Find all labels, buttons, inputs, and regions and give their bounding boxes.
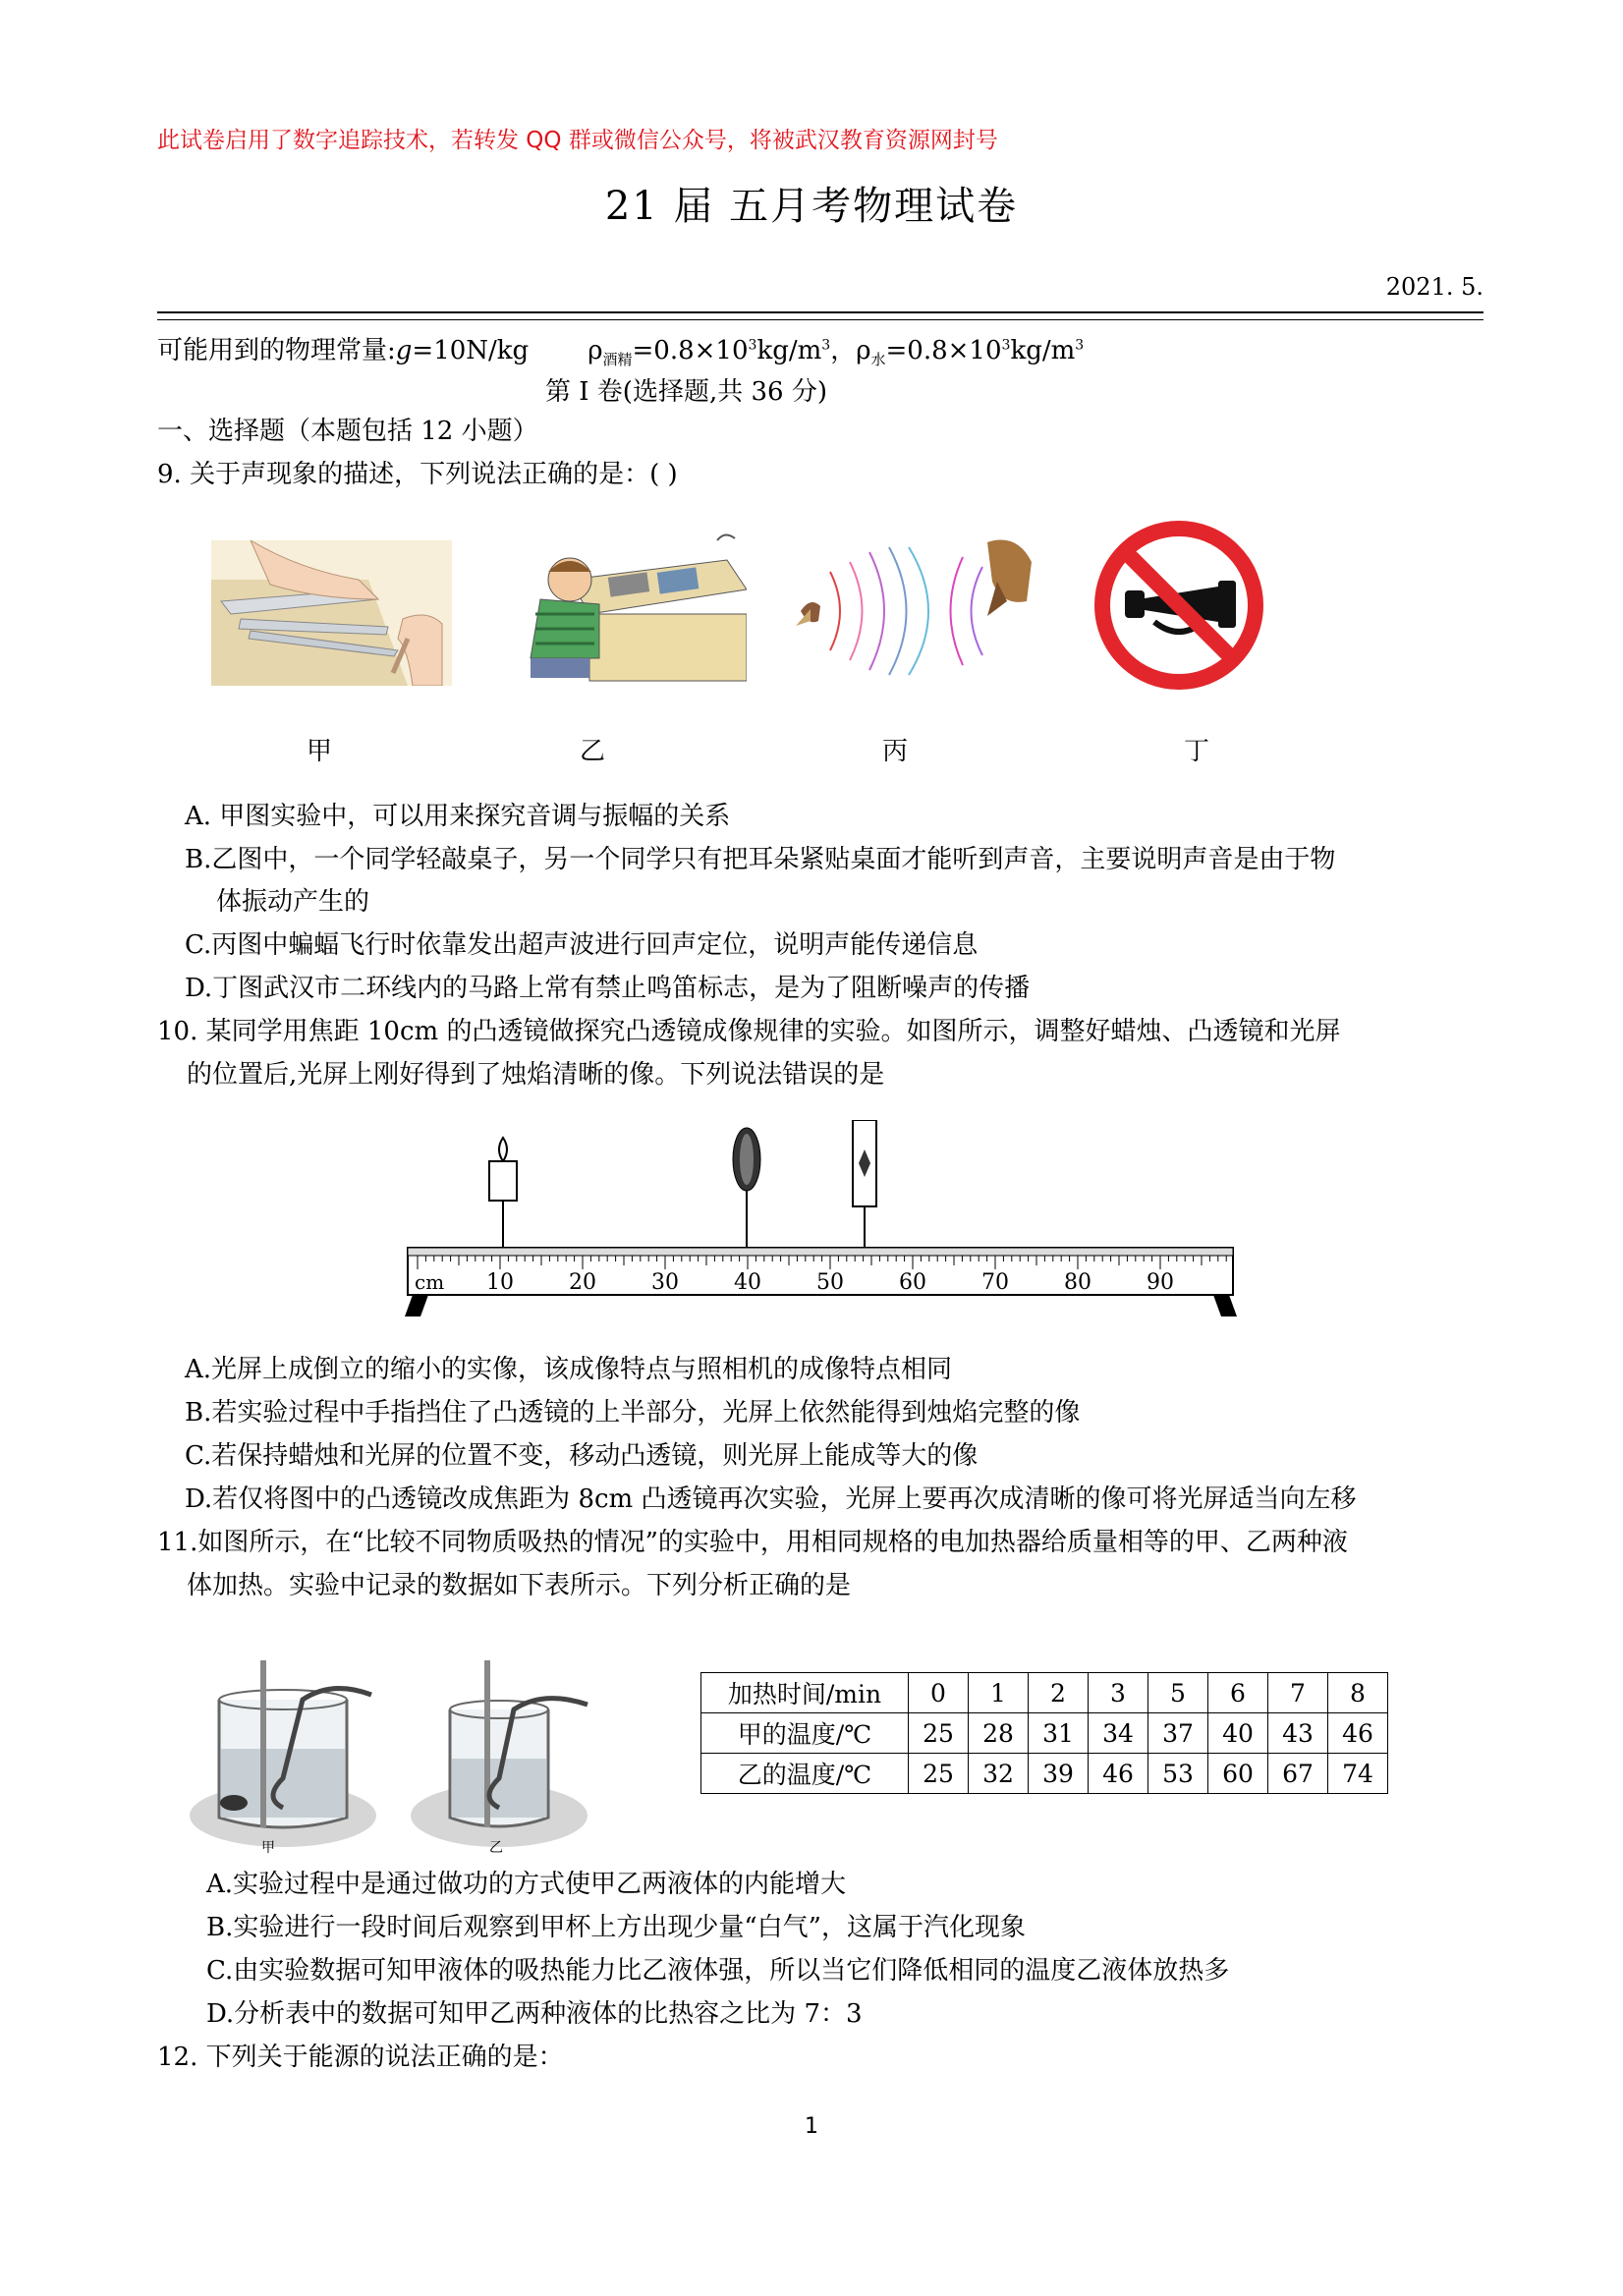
water-density-value: =0.8×10 [885,336,1002,365]
q11-option-a: A.实验过程中是通过做功的方式使甲乙两液体的内能增大 [206,1870,847,1899]
table-cell: 5 [1148,1673,1208,1713]
table-cell: 6 [1208,1673,1268,1713]
table-cell: 39 [1029,1754,1089,1794]
optical-bench-figure [393,1120,1248,1326]
separator: ， [830,336,857,365]
q9-stem: 9. 关于声现象的描述，下列说法正确的是：( ) [157,460,678,489]
exponent: 3 [821,337,831,354]
q10-option-b: B.若实验过程中手指挡住了凸透镜的上半部分，光屏上依然能得到烛焰完整的像 [185,1398,1081,1428]
q11-option-b: B.实验进行一段时间后观察到甲杯上方出现少量“白气”，这属于汽化现象 [206,1913,1026,1942]
page-number: 1 [805,2114,818,2139]
beaker-label-yi: 乙 [489,1840,503,1856]
section-heading: 一、选择题（本题包括 12 小题） [157,417,538,446]
rho-symbol: ρ [588,336,603,365]
row-label: 乙的温度/℃ [701,1754,909,1794]
table-cell: 7 [1268,1673,1328,1713]
ruler-label-70: 70 [981,1270,1009,1295]
q11-stem: 11.如图所示，在“比较不同物质吸热的情况”的实验中，用相同规格的电加热器给质量相等的甲、乙两种液 [157,1528,1348,1557]
q9-caption-ding: 丁 [1183,737,1209,766]
q9-caption-yi: 乙 [579,737,605,766]
q10-option-a: A.光屏上成倒立的缩小的实像，该成像特点与照相机的成像特点相同 [185,1355,953,1384]
table-cell: 0 [909,1673,969,1713]
exponent: 3 [1075,337,1085,354]
unit: kg/m [756,336,822,365]
table-cell: 3 [1089,1673,1148,1713]
q10-option-c: C.若保持蜡烛和光屏的位置不变，移动凸透镜，则光屏上能成等大的像 [185,1441,979,1471]
table-cell: 53 [1148,1754,1208,1794]
alcohol-density-value: =0.8×10 [632,336,749,365]
table-cell: 8 [1328,1673,1388,1713]
table-row [701,1673,1388,1713]
ruler-label-10: 10 [486,1270,514,1295]
q9-option-a: A. 甲图实验中，可以用来探究音调与振幅的关系 [185,802,731,831]
table-cell: 74 [1328,1754,1388,1794]
rho-subscript-alcohol: 酒精 [602,351,633,369]
ruler-label-80: 80 [1064,1270,1091,1295]
table-row [701,1713,1388,1754]
copyright-notice: 此试卷启用了数字追踪技术，若转发 QQ 群或微信公众号，将被武汉教育资源网封号 [157,128,998,153]
ruler-unit-label: cm [415,1270,445,1294]
g-value: =10N/kg [412,336,530,365]
beaker-label-jia: 甲 [261,1840,275,1856]
no-horn-sign-figure [1091,517,1287,694]
beaker-jia [190,1660,376,1856]
unit: kg/m [1010,336,1076,365]
table-cell: 43 [1268,1713,1328,1754]
volume-heading: 第 I 卷(选择题,共 36 分) [545,377,827,407]
table-cell: 37 [1148,1713,1208,1754]
table-cell: 25 [909,1754,969,1794]
rho-subscript-water: 水 [870,351,886,369]
ruler-label-40: 40 [734,1270,761,1295]
q11-option-d: D.分析表中的数据可知甲乙两种液体的比热容之比为 7：3 [206,1999,863,2029]
table-cell: 1 [969,1673,1029,1713]
exam-date: 2021. 5. [1385,273,1483,301]
table-cell: 28 [969,1713,1029,1754]
table-cell: 40 [1208,1713,1268,1754]
q12-stem: 12. 下列关于能源的说法正确的是： [157,2043,564,2072]
q10-option-d: D.若仅将图中的凸透镜改成焦距为 8cm 凸透镜再次实验，光屏上要再次成清晰的像可将光屏适当向左移 [185,1484,1357,1514]
page-title: 21 届 五月考物理试卷 [604,184,1019,229]
ruler-label-30: 30 [651,1270,679,1295]
table-cell: 32 [969,1754,1029,1794]
physical-constants [157,336,1084,368]
ruler-label-90: 90 [1147,1270,1174,1295]
g-symbol: g [395,336,413,365]
table-cell: 25 [909,1713,969,1754]
constants-label: 可能用到的物理常量: [157,336,396,365]
q10-stem-cont: 的位置后,光屏上刚好得到了烛焰清晰的像。下列说法错误的是 [187,1060,885,1090]
q11-option-c: C.由实验数据可知甲液体的吸热能力比乙液体强，所以当它们降低相同的温度乙液体放热多 [206,1956,1230,1986]
ruler-vibration-figure [211,540,452,686]
ruler-label-60: 60 [899,1270,926,1295]
header-rule-thin [157,319,1483,320]
exponent: 3 [748,337,757,354]
rho-symbol: ρ [856,336,871,365]
header-rule-thick [157,311,1483,313]
q9-option-d: D.丁图武汉市二环线内的马路上常有禁止鸣笛标志，是为了阻断噪声的传播 [185,974,1031,1003]
table-listening-figure [501,521,747,686]
q11-data-table [700,1672,1388,1794]
table-cell: 60 [1208,1754,1268,1794]
row-label: 加热时间/min [701,1673,909,1713]
q10-stem: 10. 某同学用焦距 10cm 的凸透镜做探究凸透镜成像规律的实验。如图所示，调整好蜡烛、凸透镜和光屏 [157,1017,1341,1046]
table-cell: 34 [1089,1713,1148,1754]
q9-option-b-cont: 体振动产生的 [216,887,370,917]
ruler-label-20: 20 [569,1270,596,1295]
table-cell: 2 [1029,1673,1089,1713]
q9-caption-jia: 甲 [306,737,332,766]
table-cell: 31 [1029,1713,1089,1754]
table-cell: 67 [1268,1754,1328,1794]
beaker-heating-figure [175,1660,627,1857]
row-label: 甲的温度/℃ [701,1713,909,1754]
q11-stem-cont: 体加热。实验中记录的数据如下表所示。下列分析正确的是 [187,1571,852,1600]
beaker-yi [411,1660,588,1856]
table-cell: 46 [1089,1754,1148,1794]
q9-option-b: B.乙图中，一个同学轻敲桌子，另一个同学只有把耳朵紧贴桌面才能听到声音，主要说明声音是由于物 [185,845,1336,874]
exponent: 3 [1001,337,1011,354]
q9-caption-bing: 丙 [881,737,908,766]
table-cell: 46 [1328,1713,1388,1754]
bat-echolocation-figure [791,532,1041,690]
table-row [701,1754,1388,1794]
q9-option-c: C.丙图中蝙蝠飞行时依靠发出超声波进行回声定位，说明声能传递信息 [185,930,979,960]
ruler-label-50: 50 [816,1270,844,1295]
